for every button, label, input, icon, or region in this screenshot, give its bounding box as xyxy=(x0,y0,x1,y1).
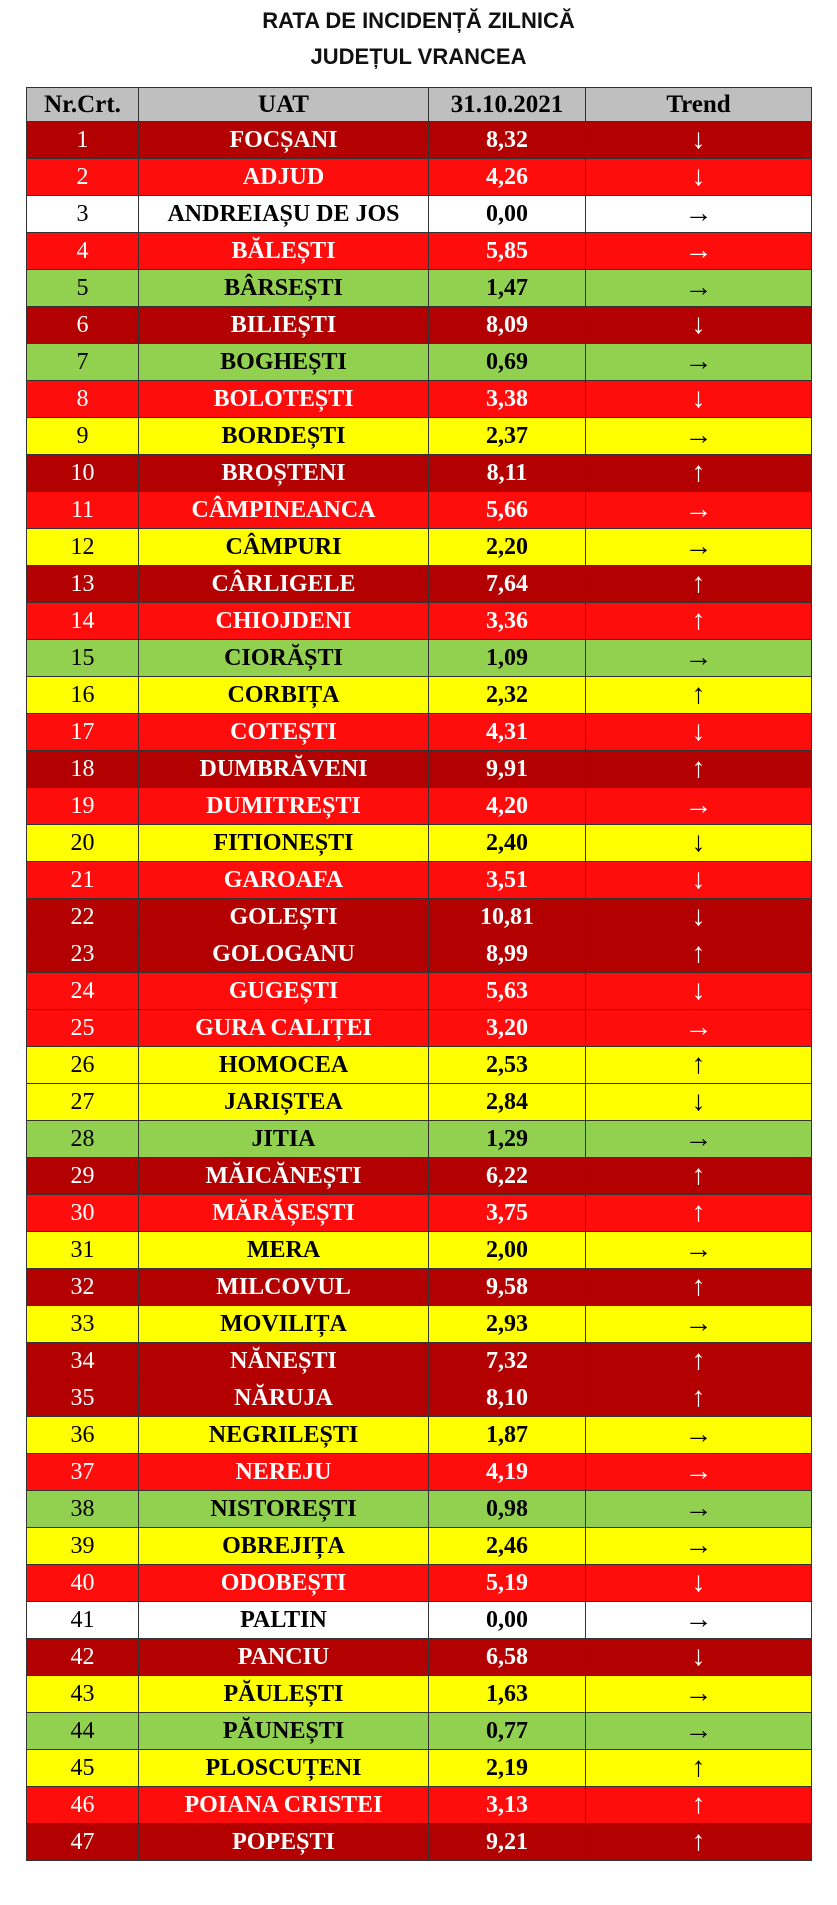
row-trend-arrow: ↓ xyxy=(586,307,812,344)
row-incidence-rate: 2,40 xyxy=(429,825,586,862)
row-uat-name: CÂRLIGELE xyxy=(139,566,429,603)
row-trend-arrow: ↑ xyxy=(586,1269,812,1306)
row-incidence-rate: 0,00 xyxy=(429,1602,586,1639)
table-row xyxy=(27,1454,812,1491)
row-trend-arrow: ↑ xyxy=(586,603,812,640)
row-number: 18 xyxy=(27,751,139,788)
row-uat-name: FITIONEȘTI xyxy=(139,825,429,862)
row-number: 11 xyxy=(27,492,139,529)
row-number: 47 xyxy=(27,1824,139,1861)
row-uat-name: BORDEȘTI xyxy=(139,418,429,455)
row-incidence-rate: 2,20 xyxy=(429,529,586,566)
row-uat-name: BOGHEȘTI xyxy=(139,344,429,381)
row-uat-name: MILCOVUL xyxy=(139,1269,429,1306)
row-incidence-rate: 3,38 xyxy=(429,381,586,418)
row-number: 38 xyxy=(27,1491,139,1528)
table-row xyxy=(27,418,812,455)
row-incidence-rate: 1,29 xyxy=(429,1121,586,1158)
row-trend-arrow: → xyxy=(586,529,812,566)
row-number: 35 xyxy=(27,1380,139,1417)
row-incidence-rate: 2,46 xyxy=(429,1528,586,1565)
row-number: 17 xyxy=(27,714,139,751)
row-incidence-rate: 3,13 xyxy=(429,1787,586,1824)
row-trend-arrow: ↓ xyxy=(586,862,812,899)
table-header-row xyxy=(27,88,812,122)
row-number: 7 xyxy=(27,344,139,381)
row-incidence-rate: 4,20 xyxy=(429,788,586,825)
row-incidence-rate: 7,32 xyxy=(429,1343,586,1380)
table-row xyxy=(27,492,812,529)
row-number: 6 xyxy=(27,307,139,344)
table-row xyxy=(27,344,812,381)
row-incidence-rate: 9,91 xyxy=(429,751,586,788)
row-number: 9 xyxy=(27,418,139,455)
row-incidence-rate: 0,98 xyxy=(429,1491,586,1528)
row-uat-name: BOLOTEȘTI xyxy=(139,381,429,418)
row-incidence-rate: 8,10 xyxy=(429,1380,586,1417)
row-number: 14 xyxy=(27,603,139,640)
row-uat-name: HOMOCEA xyxy=(139,1047,429,1084)
table-row xyxy=(27,1010,812,1047)
row-incidence-rate: 0,00 xyxy=(429,196,586,233)
row-number: 4 xyxy=(27,233,139,270)
row-incidence-rate: 3,36 xyxy=(429,603,586,640)
row-incidence-rate: 9,21 xyxy=(429,1824,586,1861)
table-row xyxy=(27,455,812,492)
table-row xyxy=(27,1787,812,1824)
row-number: 28 xyxy=(27,1121,139,1158)
table-row xyxy=(27,1306,812,1343)
row-incidence-rate: 0,77 xyxy=(429,1713,586,1750)
row-trend-arrow: → xyxy=(586,1010,812,1047)
table-row xyxy=(27,122,812,159)
row-number: 34 xyxy=(27,1343,139,1380)
row-number: 27 xyxy=(27,1084,139,1121)
row-uat-name: OBREJIȚA xyxy=(139,1528,429,1565)
row-uat-name: BROȘTENI xyxy=(139,455,429,492)
table-row xyxy=(27,1380,812,1417)
row-number: 20 xyxy=(27,825,139,862)
row-number: 24 xyxy=(27,973,139,1010)
table-row xyxy=(27,936,812,973)
row-uat-name: ADJUD xyxy=(139,159,429,196)
row-trend-arrow: → xyxy=(586,1306,812,1343)
row-trend-arrow: ↑ xyxy=(586,1195,812,1232)
row-uat-name: NĂNEȘTI xyxy=(139,1343,429,1380)
row-number: 41 xyxy=(27,1602,139,1639)
row-trend-arrow: ↓ xyxy=(586,714,812,751)
row-number: 3 xyxy=(27,196,139,233)
row-incidence-rate: 5,85 xyxy=(429,233,586,270)
row-number: 31 xyxy=(27,1232,139,1269)
row-uat-name: POPEȘTI xyxy=(139,1824,429,1861)
row-trend-arrow: ↑ xyxy=(586,751,812,788)
row-trend-arrow: ↑ xyxy=(586,1343,812,1380)
row-trend-arrow: → xyxy=(586,233,812,270)
table-row xyxy=(27,714,812,751)
table-row xyxy=(27,566,812,603)
row-trend-arrow: → xyxy=(586,270,812,307)
row-uat-name: PANCIU xyxy=(139,1639,429,1676)
table-row xyxy=(27,1491,812,1528)
row-trend-arrow: ↓ xyxy=(586,825,812,862)
row-trend-arrow: ↑ xyxy=(586,677,812,714)
row-trend-arrow: → xyxy=(586,1713,812,1750)
row-uat-name: DUMBRĂVENI xyxy=(139,751,429,788)
row-incidence-rate: 2,93 xyxy=(429,1306,586,1343)
row-uat-name: BILIEȘTI xyxy=(139,307,429,344)
row-number: 13 xyxy=(27,566,139,603)
row-uat-name: CÂMPINEANCA xyxy=(139,492,429,529)
row-trend-arrow: → xyxy=(586,1602,812,1639)
table-row xyxy=(27,1084,812,1121)
row-incidence-rate: 2,84 xyxy=(429,1084,586,1121)
row-number: 2 xyxy=(27,159,139,196)
table-row xyxy=(27,307,812,344)
table-row xyxy=(27,640,812,677)
row-trend-arrow: ↓ xyxy=(586,899,812,936)
row-uat-name: CORBIȚA xyxy=(139,677,429,714)
row-uat-name: FOCȘANI xyxy=(139,122,429,159)
header-uat: UAT xyxy=(139,88,429,122)
row-trend-arrow: → xyxy=(586,788,812,825)
row-trend-arrow: ↑ xyxy=(586,1158,812,1195)
row-trend-arrow: → xyxy=(586,1121,812,1158)
table-row xyxy=(27,603,812,640)
row-number: 30 xyxy=(27,1195,139,1232)
row-uat-name: JARIȘTEA xyxy=(139,1084,429,1121)
table-row xyxy=(27,899,812,936)
row-incidence-rate: 6,22 xyxy=(429,1158,586,1195)
row-trend-arrow: ↑ xyxy=(586,566,812,603)
row-incidence-rate: 2,32 xyxy=(429,677,586,714)
row-trend-arrow: → xyxy=(586,418,812,455)
row-uat-name: GAROAFA xyxy=(139,862,429,899)
table-row xyxy=(27,1750,812,1787)
table-row xyxy=(27,1528,812,1565)
row-uat-name: GOLOGANU xyxy=(139,936,429,973)
row-incidence-rate: 7,64 xyxy=(429,566,586,603)
row-uat-name: PALTIN xyxy=(139,1602,429,1639)
table-row xyxy=(27,270,812,307)
row-incidence-rate: 3,51 xyxy=(429,862,586,899)
row-uat-name: PĂUNEȘTI xyxy=(139,1713,429,1750)
table-row xyxy=(27,1195,812,1232)
row-incidence-rate: 1,47 xyxy=(429,270,586,307)
row-incidence-rate: 1,09 xyxy=(429,640,586,677)
row-number: 23 xyxy=(27,936,139,973)
row-number: 8 xyxy=(27,381,139,418)
row-number: 1 xyxy=(27,122,139,159)
row-number: 42 xyxy=(27,1639,139,1676)
row-trend-arrow: ↑ xyxy=(586,1047,812,1084)
row-number: 26 xyxy=(27,1047,139,1084)
row-number: 45 xyxy=(27,1750,139,1787)
table-row xyxy=(27,862,812,899)
row-trend-arrow: → xyxy=(586,1417,812,1454)
table-row xyxy=(27,1713,812,1750)
row-incidence-rate: 8,11 xyxy=(429,455,586,492)
row-trend-arrow: ↑ xyxy=(586,1824,812,1861)
table-row xyxy=(27,159,812,196)
row-trend-arrow: ↓ xyxy=(586,1565,812,1602)
row-uat-name: CIORĂȘTI xyxy=(139,640,429,677)
row-uat-name: COTEȘTI xyxy=(139,714,429,751)
table-row xyxy=(27,196,812,233)
table-row xyxy=(27,973,812,1010)
row-number: 37 xyxy=(27,1454,139,1491)
row-incidence-rate: 10,81 xyxy=(429,899,586,936)
row-uat-name: CÂMPURI xyxy=(139,529,429,566)
row-number: 10 xyxy=(27,455,139,492)
row-incidence-rate: 2,00 xyxy=(429,1232,586,1269)
header-trend: Trend xyxy=(586,88,812,122)
row-uat-name: PĂULEȘTI xyxy=(139,1676,429,1713)
row-number: 16 xyxy=(27,677,139,714)
row-incidence-rate: 4,26 xyxy=(429,159,586,196)
row-number: 39 xyxy=(27,1528,139,1565)
table-row xyxy=(27,1343,812,1380)
row-incidence-rate: 3,20 xyxy=(429,1010,586,1047)
row-uat-name: BĂLEȘTI xyxy=(139,233,429,270)
row-incidence-rate: 3,75 xyxy=(429,1195,586,1232)
row-incidence-rate: 5,66 xyxy=(429,492,586,529)
table-body xyxy=(27,122,812,1861)
row-uat-name: GURA CALIȚEI xyxy=(139,1010,429,1047)
table-row xyxy=(27,825,812,862)
row-trend-arrow: ↑ xyxy=(586,1787,812,1824)
row-incidence-rate: 1,63 xyxy=(429,1676,586,1713)
row-uat-name: POIANA CRISTEI xyxy=(139,1787,429,1824)
row-trend-arrow: ↑ xyxy=(586,455,812,492)
row-trend-arrow: ↑ xyxy=(586,936,812,973)
row-trend-arrow: → xyxy=(586,1676,812,1713)
row-incidence-rate: 4,19 xyxy=(429,1454,586,1491)
row-number: 19 xyxy=(27,788,139,825)
row-number: 33 xyxy=(27,1306,139,1343)
row-number: 25 xyxy=(27,1010,139,1047)
row-trend-arrow: → xyxy=(586,492,812,529)
row-number: 21 xyxy=(27,862,139,899)
row-trend-arrow: → xyxy=(586,196,812,233)
row-uat-name: CHIOJDENI xyxy=(139,603,429,640)
row-number: 46 xyxy=(27,1787,139,1824)
row-trend-arrow: ↓ xyxy=(586,973,812,1010)
table-row xyxy=(27,381,812,418)
row-incidence-rate: 9,58 xyxy=(429,1269,586,1306)
row-uat-name: NEREJU xyxy=(139,1454,429,1491)
row-uat-name: NĂRUJA xyxy=(139,1380,429,1417)
row-incidence-rate: 8,32 xyxy=(429,122,586,159)
row-number: 40 xyxy=(27,1565,139,1602)
row-trend-arrow: → xyxy=(586,640,812,677)
row-trend-arrow: ↑ xyxy=(586,1380,812,1417)
row-uat-name: JITIA xyxy=(139,1121,429,1158)
row-number: 43 xyxy=(27,1676,139,1713)
table-row xyxy=(27,1639,812,1676)
row-trend-arrow: ↓ xyxy=(586,122,812,159)
row-trend-arrow: ↓ xyxy=(586,159,812,196)
row-incidence-rate: 1,87 xyxy=(429,1417,586,1454)
row-uat-name: BÂRSEȘTI xyxy=(139,270,429,307)
table-row xyxy=(27,1417,812,1454)
row-number: 5 xyxy=(27,270,139,307)
row-trend-arrow: ↑ xyxy=(586,1750,812,1787)
row-incidence-rate: 8,09 xyxy=(429,307,586,344)
table-row xyxy=(27,1602,812,1639)
row-trend-arrow: ↓ xyxy=(586,1639,812,1676)
row-trend-arrow: ↓ xyxy=(586,381,812,418)
table-row xyxy=(27,1158,812,1195)
table-row xyxy=(27,751,812,788)
header-date: 31.10.2021 xyxy=(429,88,586,122)
table-row xyxy=(27,1047,812,1084)
row-incidence-rate: 6,58 xyxy=(429,1639,586,1676)
row-incidence-rate: 4,31 xyxy=(429,714,586,751)
row-number: 36 xyxy=(27,1417,139,1454)
table-row xyxy=(27,1824,812,1861)
row-number: 44 xyxy=(27,1713,139,1750)
table-row xyxy=(27,788,812,825)
row-number: 32 xyxy=(27,1269,139,1306)
row-number: 15 xyxy=(27,640,139,677)
row-trend-arrow: → xyxy=(586,1454,812,1491)
row-uat-name: MĂICĂNEȘTI xyxy=(139,1158,429,1195)
table-row xyxy=(27,1565,812,1602)
row-incidence-rate: 0,69 xyxy=(429,344,586,381)
row-uat-name: MĂRĂȘEȘTI xyxy=(139,1195,429,1232)
row-incidence-rate: 2,19 xyxy=(429,1750,586,1787)
row-incidence-rate: 8,99 xyxy=(429,936,586,973)
row-uat-name: GUGEȘTI xyxy=(139,973,429,1010)
page-title: RATA DE INCIDENȚĂ ZILNICĂ xyxy=(262,8,575,33)
table-row xyxy=(27,233,812,270)
row-number: 12 xyxy=(27,529,139,566)
row-incidence-rate: 2,37 xyxy=(429,418,586,455)
row-number: 22 xyxy=(27,899,139,936)
row-incidence-rate: 2,53 xyxy=(429,1047,586,1084)
row-incidence-rate: 5,63 xyxy=(429,973,586,1010)
table-row xyxy=(27,529,812,566)
row-trend-arrow: → xyxy=(586,1528,812,1565)
row-uat-name: MERA xyxy=(139,1232,429,1269)
table-row xyxy=(27,1121,812,1158)
page-subtitle: JUDEȚUL VRANCEA xyxy=(310,44,527,69)
row-trend-arrow: → xyxy=(586,1491,812,1528)
row-trend-arrow: → xyxy=(586,344,812,381)
row-trend-arrow: ↓ xyxy=(586,1084,812,1121)
row-incidence-rate: 5,19 xyxy=(429,1565,586,1602)
table-row xyxy=(27,1676,812,1713)
row-uat-name: MOVILIȚA xyxy=(139,1306,429,1343)
table-row xyxy=(27,677,812,714)
row-uat-name: ODOBEȘTI xyxy=(139,1565,429,1602)
row-uat-name: GOLEȘTI xyxy=(139,899,429,936)
row-trend-arrow: → xyxy=(586,1232,812,1269)
row-uat-name: PLOSCUȚENI xyxy=(139,1750,429,1787)
row-uat-name: NEGRILEȘTI xyxy=(139,1417,429,1454)
row-uat-name: ANDREIAȘU DE JOS xyxy=(139,196,429,233)
row-uat-name: NISTOREȘTI xyxy=(139,1491,429,1528)
table-row xyxy=(27,1269,812,1306)
table-row xyxy=(27,1232,812,1269)
row-number: 29 xyxy=(27,1158,139,1195)
incidence-table xyxy=(26,87,812,1861)
header-nr: Nr.Crt. xyxy=(27,88,139,122)
row-uat-name: DUMITREȘTI xyxy=(139,788,429,825)
